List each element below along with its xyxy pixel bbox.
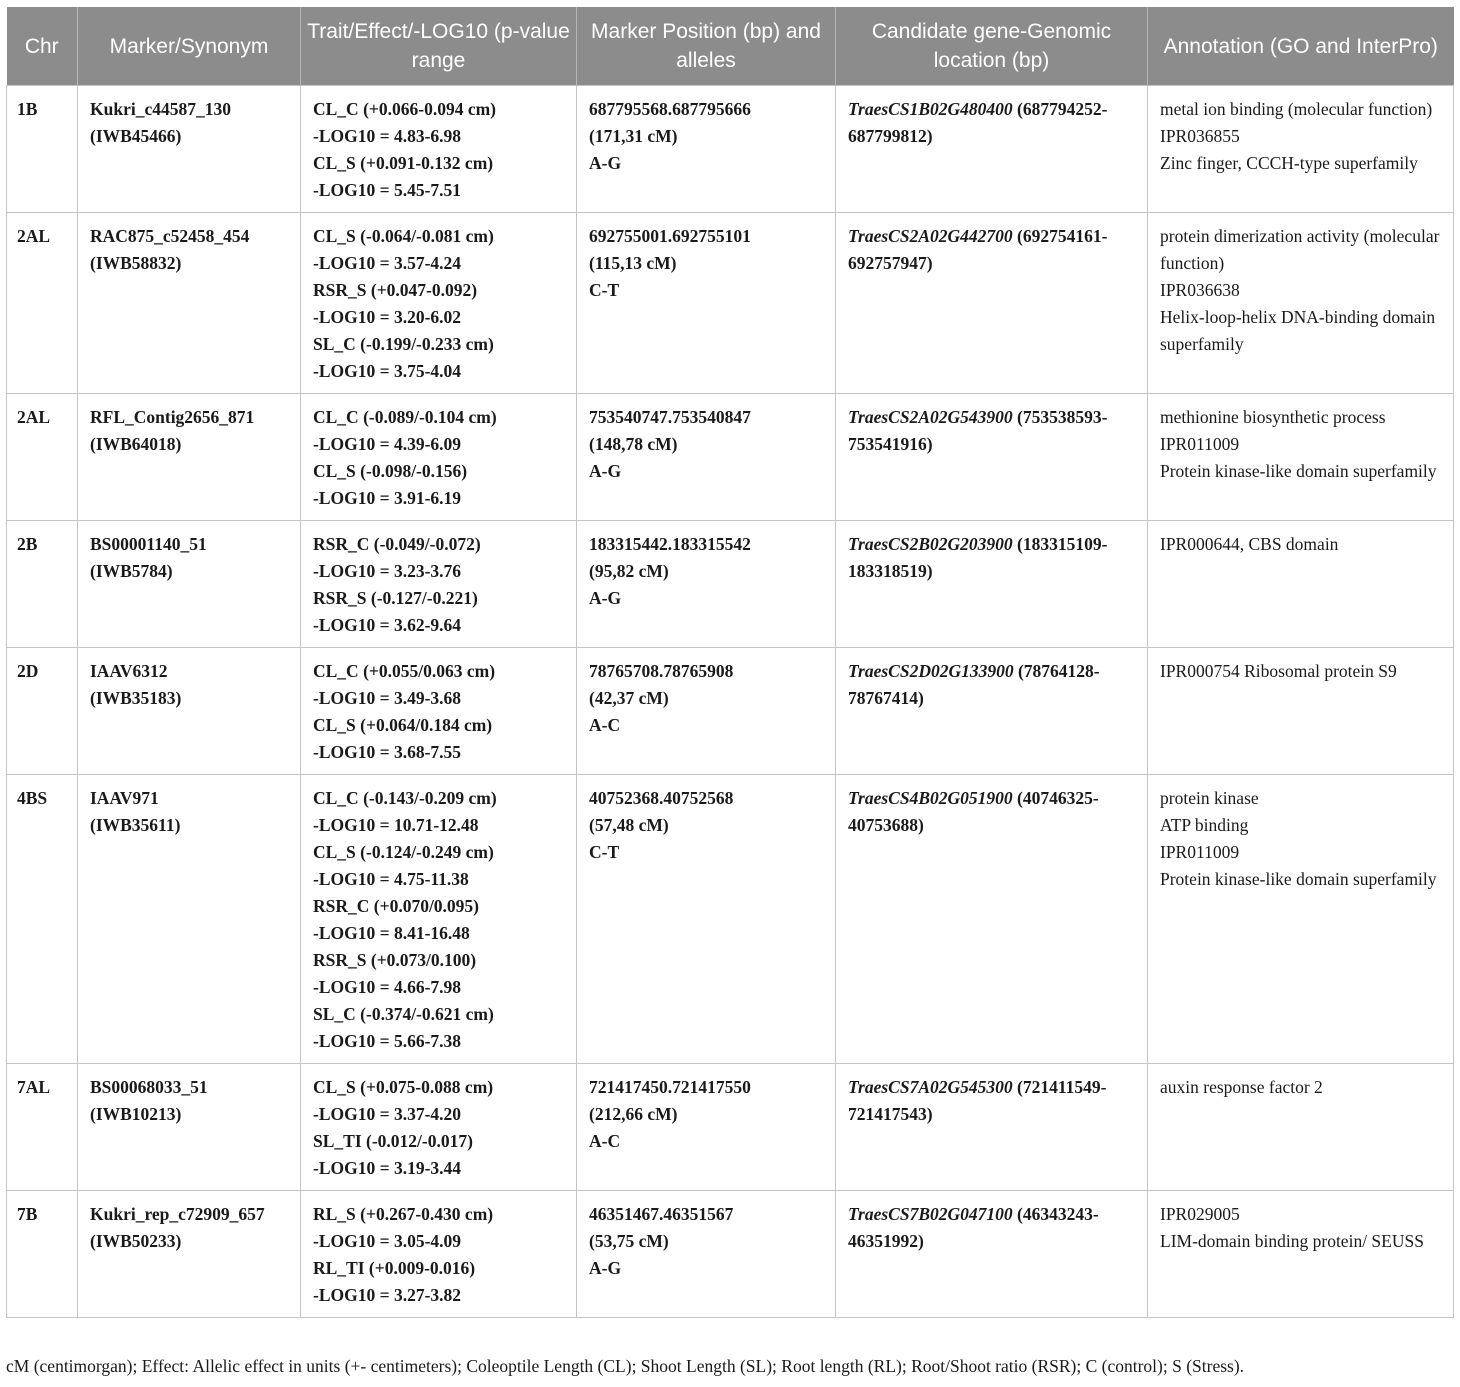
position-line: A-C: [589, 1131, 621, 1151]
gene-location: (183315109-183318519): [848, 534, 1108, 581]
position-cell: [577, 1064, 836, 1191]
trait-line: -LOG10 = 3.19-3.44: [313, 1158, 462, 1178]
annotation-line: ATP binding: [1160, 815, 1249, 835]
annotation-line: Protein kinase-like domain superfamily: [1160, 869, 1437, 889]
marker-line: IAAV971: [90, 788, 159, 808]
chr-cell: 1B: [7, 86, 78, 213]
header-candidate-gene: Candidate gene-Genomic location (bp): [836, 7, 1148, 86]
annotation-cell: [1148, 213, 1454, 394]
trait-line: -LOG10 = 8.41-16.48: [313, 923, 470, 943]
annotation-line: protein dimerization activity (molecular function): [1160, 226, 1440, 273]
gene-id: TraesCS7A02G545300: [848, 1077, 1013, 1097]
trait-cell: [301, 213, 577, 394]
marker-line: (IWB5784): [90, 561, 173, 581]
trait-line: SL_C (-0.374/-0.621 cm): [313, 1004, 494, 1024]
trait-line: -LOG10 = 5.45-7.51: [313, 180, 462, 200]
trait-cell: [301, 394, 577, 521]
annotation-line: IPR036855: [1160, 126, 1240, 146]
marker-cell: [78, 1191, 301, 1318]
trait-line: RSR_S (+0.047-0.092): [313, 280, 478, 300]
table-row: [7, 775, 1454, 1064]
annotation-line: Zinc finger, CCCH-type superfamily: [1160, 153, 1418, 173]
trait-line: -LOG10 = 5.66-7.38: [313, 1031, 462, 1051]
trait-line: CL_C (+0.066-0.094 cm): [313, 99, 496, 119]
marker-line: (IWB50233): [90, 1231, 182, 1251]
position-cell: [577, 775, 836, 1064]
trait-line: SL_C (-0.199/-0.233 cm): [313, 334, 494, 354]
marker-cell: [78, 86, 301, 213]
trait-cell: [301, 521, 577, 648]
table-row: [7, 648, 1454, 775]
position-line: (171,31 cM): [589, 126, 678, 146]
trait-line: -LOG10 = 4.66-7.98: [313, 977, 462, 997]
marker-line: Kukri_c44587_130: [90, 99, 231, 119]
candidate-gene-cell: [836, 394, 1148, 521]
position-line: (95,82 cM): [589, 561, 669, 581]
position-line: (42,37 cM): [589, 688, 669, 708]
trait-line: RSR_S (+0.073/0.100): [313, 950, 477, 970]
candidate-gene-cell: [836, 86, 1148, 213]
trait-line: CL_C (+0.055/0.063 cm): [313, 661, 496, 681]
trait-line: RL_TI (+0.009-0.016): [313, 1258, 476, 1278]
trait-line: RL_S (+0.267-0.430 cm): [313, 1204, 494, 1224]
trait-line: CL_S (-0.098/-0.156): [313, 461, 468, 481]
position-line: (148,78 cM): [589, 434, 678, 454]
annotation-line: LIM-domain binding protein/ SEUSS: [1160, 1231, 1424, 1251]
trait-line: RSR_C (+0.070/0.095): [313, 896, 480, 916]
table-row: [7, 1064, 1454, 1191]
trait-line: -LOG10 = 4.39-6.09: [313, 434, 462, 454]
trait-line: -LOG10 = 4.83-6.98: [313, 126, 462, 146]
position-line: 78765708.78765908: [589, 661, 734, 681]
marker-line: RAC875_c52458_454: [90, 226, 250, 246]
annotation-line: Helix-loop-helix DNA-binding domain superfamily: [1160, 307, 1436, 354]
position-line: 183315442.183315542: [589, 534, 751, 554]
gene-id: TraesCS2B02G203900: [848, 534, 1013, 554]
annotation-line: metal ion binding (molecular function): [1160, 99, 1433, 119]
trait-line: RSR_S (-0.127/-0.221): [313, 588, 478, 608]
candidate-gene-cell: [836, 1064, 1148, 1191]
marker-cell: [78, 213, 301, 394]
marker-line: (IWB10213): [90, 1104, 182, 1124]
position-line: A-G: [589, 153, 622, 173]
trait-line: -LOG10 = 10.71-12.48: [313, 815, 479, 835]
chr-cell: 2B: [7, 521, 78, 648]
marker-line: (IWB58832): [90, 253, 182, 273]
gene-location: (40746325-40753688): [848, 788, 1099, 835]
position-line: (115,13 cM): [589, 253, 677, 273]
position-line: (57,48 cM): [589, 815, 669, 835]
gene-location: (46343243-46351992): [848, 1204, 1099, 1251]
trait-line: CL_S (-0.124/-0.249 cm): [313, 842, 494, 862]
chr-cell: 2AL: [7, 213, 78, 394]
position-line: (53,75 cM): [589, 1231, 669, 1251]
trait-line: -LOG10 = 4.75-11.38: [313, 869, 469, 889]
annotation-line: auxin response factor 2: [1160, 1077, 1323, 1097]
trait-cell: [301, 1191, 577, 1318]
header-position: Marker Position (bp) and alleles: [577, 7, 836, 86]
annotation-line: IPR036638: [1160, 280, 1240, 300]
trait-line: CL_S (+0.064/0.184 cm): [313, 715, 493, 735]
candidate-gene-cell: [836, 213, 1148, 394]
position-line: 46351467.46351567: [589, 1204, 734, 1224]
trait-line: -LOG10 = 3.62-9.64: [313, 615, 462, 635]
data-table: [6, 7, 1454, 1318]
annotation-cell: [1148, 394, 1454, 521]
trait-line: -LOG10 = 3.20-6.02: [313, 307, 462, 327]
trait-line: -LOG10 = 3.05-4.09: [313, 1231, 462, 1251]
table-row: [7, 1191, 1454, 1318]
marker-line: RFL_Contig2656_871: [90, 407, 255, 427]
annotation-line: IPR029005: [1160, 1204, 1240, 1224]
gene-id: TraesCS1B02G480400: [848, 99, 1013, 119]
trait-cell: [301, 775, 577, 1064]
position-line: 40752368.40752568: [589, 788, 734, 808]
marker-line: (IWB64018): [90, 434, 182, 454]
candidate-gene-cell: [836, 521, 1148, 648]
trait-line: SL_TI (-0.012/-0.017): [313, 1131, 473, 1151]
chr-cell: 4BS: [7, 775, 78, 1064]
trait-line: -LOG10 = 3.91-6.19: [313, 488, 462, 508]
trait-line: CL_C (-0.089/-0.104 cm): [313, 407, 497, 427]
marker-line: (IWB35611): [90, 815, 181, 835]
position-line: 687795568.687795666: [589, 99, 751, 119]
annotation-line: IPR000644, CBS domain: [1160, 534, 1339, 554]
table-row: [7, 521, 1454, 648]
table-footnote: cM (centimorgan); Effect: Allelic effect in units (+- centimeters); Coleoptile Length (CL); Shoot Length (SL); Root length (RL); Root/Shoot ratio (RSR); C (control); S (Stress).: [6, 1356, 1245, 1376]
trait-cell: [301, 86, 577, 213]
position-line: A-G: [589, 461, 622, 481]
gene-id: TraesCS4B02G051900: [848, 788, 1013, 808]
marker-cell: [78, 648, 301, 775]
gene-location: (687794252-687799812): [848, 99, 1108, 146]
table-header: [7, 7, 1454, 86]
trait-line: -LOG10 = 3.49-3.68: [313, 688, 462, 708]
candidate-gene-cell: [836, 775, 1148, 1064]
gene-id: TraesCS2A02G543900: [848, 407, 1013, 427]
position-line: C-T: [589, 280, 620, 300]
trait-line: -LOG10 = 3.27-3.82: [313, 1285, 462, 1305]
header-chr: Chr: [7, 7, 78, 86]
position-cell: [577, 213, 836, 394]
position-cell: [577, 521, 836, 648]
annotation-cell: [1148, 86, 1454, 213]
position-line: 692755001.692755101: [589, 226, 751, 246]
table-row: [7, 394, 1454, 521]
gene-id: TraesCS2D02G133900: [848, 661, 1014, 681]
header-marker: Marker/Synonym: [78, 7, 301, 86]
trait-line: -LOG10 = 3.75-4.04: [313, 361, 462, 381]
candidate-gene-cell: [836, 648, 1148, 775]
position-cell: [577, 86, 836, 213]
marker-line: BS00068033_51: [90, 1077, 208, 1097]
marker-line: (IWB45466): [90, 126, 182, 146]
chr-cell: 7B: [7, 1191, 78, 1318]
annotation-line: IPR000754 Ribosomal protein S9: [1160, 661, 1397, 681]
annotation-line: Protein kinase-like domain superfamily: [1160, 461, 1437, 481]
trait-line: -LOG10 = 3.57-4.24: [313, 253, 462, 273]
trait-line: -LOG10 = 3.37-4.20: [313, 1104, 462, 1124]
marker-cell: [78, 1064, 301, 1191]
position-line: (212,66 cM): [589, 1104, 678, 1124]
trait-line: CL_S (-0.064/-0.081 cm): [313, 226, 494, 246]
trait-line: RSR_C (-0.049/-0.072): [313, 534, 481, 554]
annotation-cell: [1148, 1191, 1454, 1318]
chr-cell: 2AL: [7, 394, 78, 521]
annotation-cell: [1148, 1064, 1454, 1191]
position-line: 753540747.753540847: [589, 407, 751, 427]
trait-cell: [301, 648, 577, 775]
header-trait: Trait/Effect/-LOG10 (p-value range: [301, 7, 577, 86]
table-body: [7, 86, 1454, 1318]
marker-cell: [78, 775, 301, 1064]
annotation-line: protein kinase: [1160, 788, 1259, 808]
trait-line: -LOG10 = 3.23-3.76: [313, 561, 462, 581]
position-line: C-T: [589, 842, 620, 862]
annotation-cell: [1148, 648, 1454, 775]
marker-line: BS00001140_51: [90, 534, 207, 554]
table-row: [7, 86, 1454, 213]
position-cell: [577, 648, 836, 775]
chr-cell: 2D: [7, 648, 78, 775]
annotation-cell: [1148, 521, 1454, 648]
trait-line: CL_C (-0.143/-0.209 cm): [313, 788, 497, 808]
annotation-line: IPR011009: [1160, 434, 1240, 454]
position-cell: [577, 394, 836, 521]
marker-line: IAAV6312: [90, 661, 168, 681]
gene-location: (721411549-721417543): [848, 1077, 1107, 1124]
gene-id: TraesCS7B02G047100: [848, 1204, 1013, 1224]
marker-cell: [78, 394, 301, 521]
trait-line: CL_S (+0.075-0.088 cm): [313, 1077, 494, 1097]
marker-line: (IWB35183): [90, 688, 182, 708]
gene-location: (692754161-692757947): [848, 226, 1108, 273]
position-cell: [577, 1191, 836, 1318]
marker-line: Kukri_rep_c72909_657: [90, 1204, 265, 1224]
annotation-line: methionine biosynthetic process: [1160, 407, 1386, 427]
chr-cell: 7AL: [7, 1064, 78, 1191]
position-line: A-G: [589, 1258, 622, 1278]
trait-line: -LOG10 = 3.68-7.55: [313, 742, 462, 762]
gene-location: (78764128-78767414): [848, 661, 1100, 708]
trait-line: CL_S (+0.091-0.132 cm): [313, 153, 494, 173]
header-annotation: Annotation (GO and InterPro): [1148, 7, 1454, 86]
gene-id: TraesCS2A02G442700: [848, 226, 1013, 246]
gene-location: (753538593-753541916): [848, 407, 1108, 454]
annotation-line: IPR011009: [1160, 842, 1240, 862]
marker-cell: [78, 521, 301, 648]
annotation-cell: [1148, 775, 1454, 1064]
table-row: [7, 213, 1454, 394]
position-line: 721417450.721417550: [589, 1077, 751, 1097]
candidate-gene-cell: [836, 1191, 1148, 1318]
trait-cell: [301, 1064, 577, 1191]
position-line: A-G: [589, 588, 622, 608]
position-line: A-C: [589, 715, 621, 735]
